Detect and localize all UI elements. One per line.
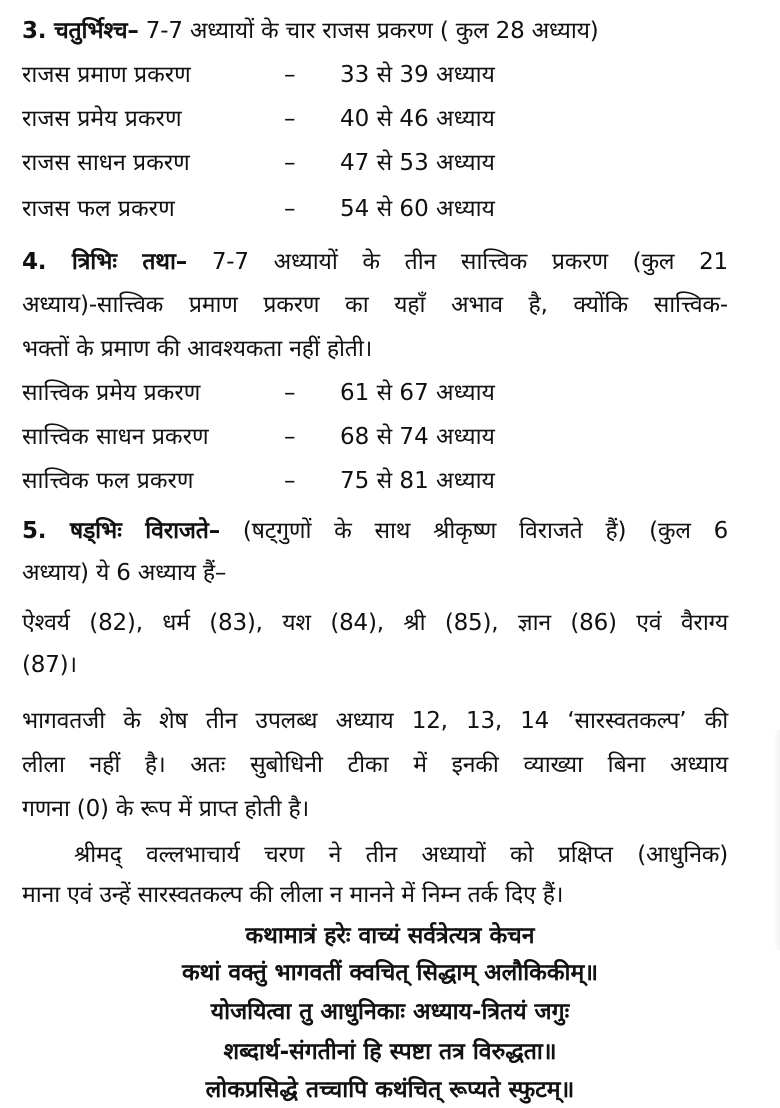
dash: – bbox=[284, 62, 296, 88]
prakaran-name: राजस प्रमेय प्रकरण bbox=[22, 106, 182, 132]
dash: – bbox=[284, 424, 296, 450]
section-5-list-line-1: ऐश्वर्य (82), धर्म (83), यश (84), श्री (85), ज्ञान (86) एवं वैराग्य bbox=[22, 610, 728, 636]
prakaran-name: राजस फल प्रकरण bbox=[22, 196, 175, 222]
prakaran-name: राजस साधन प्रकरण bbox=[22, 150, 190, 176]
prakaran-name: सात्त्विक साधन प्रकरण bbox=[22, 424, 209, 450]
paragraph-2-line-1: श्रीमद् वल्लभाचार्य चरण ने तीन अध्यायों को प्रक्षिप्त (आधुनिक) bbox=[74, 842, 728, 868]
section-3-title: 3. चतुर्भिश्च– bbox=[22, 18, 139, 44]
section-4-intro: 7-7 अध्यायों के तीन सात्त्विक प्रकरण (कुल 21 bbox=[187, 249, 728, 275]
section-5-title: 5. षड्भिः विराजते– bbox=[22, 518, 221, 544]
adhyay-range: 68 से 74 अध्याय bbox=[340, 424, 495, 450]
adhyay-range: 61 से 67 अध्याय bbox=[340, 380, 495, 406]
dash: – bbox=[284, 380, 296, 406]
section-5-list-line-2: (87)। bbox=[22, 652, 77, 678]
section-5-intro: (षट्गुणों के साथ श्रीकृष्ण विराजते हैं) (कुल 6 bbox=[220, 518, 729, 544]
verse-line: कथां वक्तुं भागवतीं क्वचित् सिद्धाम् अलौकिकीम्॥ bbox=[182, 960, 598, 986]
dash: – bbox=[284, 150, 296, 176]
adhyay-range: 40 से 46 अध्याय bbox=[340, 106, 495, 132]
section-3-intro: 7-7 अध्यायों के चार राजस प्रकरण ( कुल 28 अध्याय) bbox=[138, 18, 599, 44]
page-edge-shadow bbox=[774, 730, 780, 950]
adhyay-range: 54 से 60 अध्याय bbox=[340, 196, 495, 222]
section-4-intro-line-2: अध्याय)-सात्त्विक प्रमाण प्रकरण का यहाँ अभाव है, क्योंकि सात्त्विक- bbox=[22, 292, 728, 318]
paragraph-1-line-2: लीला नहीं है। अतः सुबोधिनी टीका में इनकी व्याख्या बिना अध्याय bbox=[22, 752, 728, 778]
prakaran-name: सात्त्विक प्रमेय प्रकरण bbox=[22, 380, 201, 406]
verse-line: शब्दार्थ-संगतीनां हि स्पष्टा तत्र विरुद्धता॥ bbox=[223, 1039, 557, 1065]
paragraph-2-line-2: माना एवं उन्हें सारस्वतकल्प की लीला न मानने में निम्न तर्क दिए हैं। bbox=[22, 882, 564, 908]
dash: – bbox=[284, 196, 296, 222]
dash: – bbox=[284, 468, 296, 494]
verse-line: लोकप्रसिद्धे तच्चापि कथंचित् रूप्यते स्फुटम्॥ bbox=[205, 1077, 575, 1103]
verse-line: कथामात्रं हरेः वाच्यं सर्वत्रेत्यत्र केचन bbox=[245, 923, 535, 949]
section-3-heading-line bbox=[22, 16, 599, 46]
section-4-heading-line bbox=[22, 247, 728, 277]
adhyay-range: 33 से 39 अध्याय bbox=[340, 62, 495, 88]
section-4-intro-line-3: भक्तों के प्रमाण की आवश्यकता नहीं होती। bbox=[22, 336, 373, 362]
section-5-heading-line bbox=[22, 516, 728, 546]
paragraph-1-line-3: गणना (0) के रूप में प्राप्त होती है। bbox=[22, 796, 310, 822]
prakaran-name: राजस प्रमाण प्रकरण bbox=[22, 62, 191, 88]
adhyay-range: 47 से 53 अध्याय bbox=[340, 150, 495, 176]
verse-line: योजयित्वा तु आधुनिकाः अध्याय-त्रितयं जगुः bbox=[210, 999, 570, 1025]
adhyay-range: 75 से 81 अध्याय bbox=[340, 468, 495, 494]
paragraph-1-line-1: भागवतजी के शेष तीन उपलब्ध अध्याय 12, 13, 14 ‘सारस्वतकल्प’ की bbox=[22, 708, 728, 734]
section-5-intro-line-2: अध्याय) ये 6 अध्याय हैं– bbox=[22, 560, 227, 586]
prakaran-name: सात्त्विक फल प्रकरण bbox=[22, 468, 194, 494]
dash: – bbox=[284, 106, 296, 132]
section-4-title: 4. त्रिभिः तथा– bbox=[22, 249, 188, 275]
